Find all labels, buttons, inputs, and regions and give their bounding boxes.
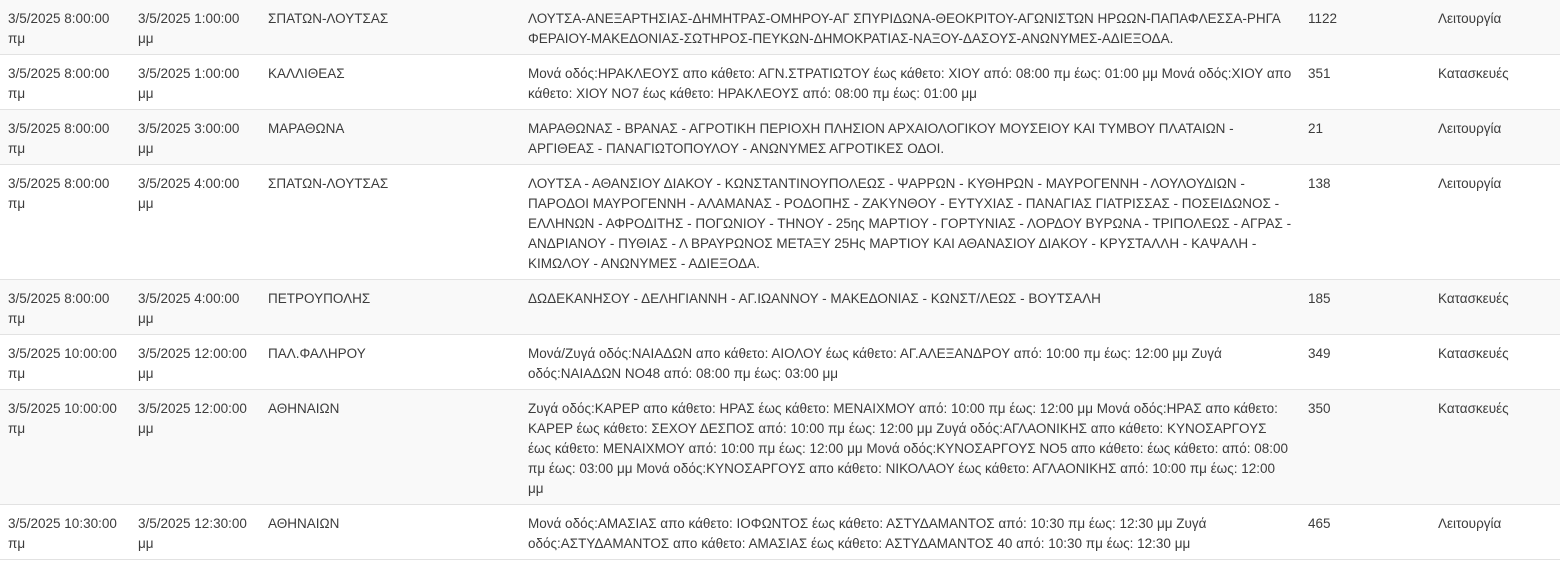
start-time-cell: 3/5/2025 8:00:00 πμ — [0, 55, 130, 110]
end-time-cell: 3/5/2025 1:00:00 μμ — [130, 0, 260, 55]
start-time-cell: 3/5/2025 8:00:00 πμ — [0, 280, 130, 335]
streets-cell: Μονά/Ζυγά οδός:ΝΑΙΑΔΩΝ απο κάθετο: ΑΙΟΛΟΥ έως κάθετο: ΑΓ.ΑΛΕΞΑΝΔΡΟΥ από: 10:00 πμ έως: 12:00 μμ Ζυγά οδός:ΝΑΙΑΔΩΝ ΝΟ48 από: 08:00 πμ έως: 03:00 μμ — [520, 335, 1300, 390]
number-cell: 21 — [1300, 110, 1430, 165]
type-cell: Λειτουργία — [1430, 110, 1560, 165]
end-time-cell: 3/5/2025 3:00:00 μμ — [130, 110, 260, 165]
number-cell: 349 — [1300, 335, 1430, 390]
type-cell: Κατασκευές — [1430, 390, 1560, 505]
streets-cell: ΔΩΔΕΚΑΝΗΣΟΥ - ΔΕΛΗΓΙΑΝΝΗ - ΑΓ.ΙΩΑΝΝΟΥ - ΜΑΚΕΔΟΝΙΑΣ - ΚΩΝΣΤ/ΛΕΩΣ - ΒΟΥΤΣΑΛΗ — [520, 280, 1300, 335]
area-cell: ΚΑΛΛΙΘΕΑΣ — [260, 55, 520, 110]
table-row — [0, 165, 1560, 280]
type-cell: Κατασκευές — [1430, 55, 1560, 110]
end-time-cell: 3/5/2025 4:00:00 μμ — [130, 280, 260, 335]
type-cell: Λειτουργία — [1430, 165, 1560, 280]
area-cell: ΑΘΗΝΑΙΩΝ — [260, 390, 520, 505]
end-time-cell: 3/5/2025 1:00:00 μμ — [130, 55, 260, 110]
start-time-cell: 3/5/2025 10:30:00 πμ — [0, 505, 130, 560]
table-row — [0, 505, 1560, 560]
area-cell: ΑΘΗΝΑΙΩΝ — [260, 505, 520, 560]
type-cell: Κατασκευές — [1430, 335, 1560, 390]
streets-cell: Μονά οδός:ΗΡΑΚΛΕΟΥΣ απο κάθετο: ΑΓΝ.ΣΤΡΑΤΙΩΤΟΥ έως κάθετο: ΧΙΟΥ από: 08:00 πμ έως: 01:00 μμ Μονά οδός:ΧΙΟΥ απο κάθετο: ΧΙΟΥ ΝΟ7 έως κάθετο: ΗΡΑΚΛΕΟΥΣ από: 08:00 πμ έως: 01:00 μμ — [520, 55, 1300, 110]
streets-cell: Ζυγά οδός:ΚΑΡΕΡ απο κάθετο: ΗΡΑΣ έως κάθετο: ΜΕΝΑΙΧΜΟΥ από: 10:00 πμ έως: 12:00 μμ Μονά οδός:ΗΡΑΣ απο κάθετο: ΚΑΡΕΡ έως κάθετο: ΣΕΧΟΥ ΔΕΣΠΟΣ από: 10:00 πμ έως: 12:00 μμ Ζυγά οδός:ΑΓΛΑΟΝΙΚΗΣ απο κάθετο: ΚΥΝΟΣΑΡΓΟΥΣ έως κάθετο: ΜΕΝΑΙΧΜΟΥ από: 10:00 πμ έως: 12:00 μμ Μονά οδός:ΚΥΝΟΣΑΡΓΟΥΣ ΝΟ5 απο κάθετο: έως κάθετο: από: 08:00 πμ έως: 03:00 μμ Μονά οδός:ΚΥΝΟΣΑΡΓΟΥΣ απο κάθετο: ΝΙΚΟΛΑΟΥ έως κάθετο: ΑΓΛΑΟΝΙΚΗΣ από: 10:00 πμ έως: 12:00 μμ — [520, 390, 1300, 505]
start-time-cell: 3/5/2025 8:00:00 πμ — [0, 165, 130, 280]
number-cell: 1122 — [1300, 0, 1430, 55]
table-row — [0, 110, 1560, 165]
table-row — [0, 280, 1560, 335]
streets-cell: ΛΟΥΤΣΑ - ΑΘΑΝΣΙΟΥ ΔΙΑΚΟΥ - ΚΩΝΣΤΑΝΤΙΝΟΥΠΟΛΕΩΣ - ΨΑΡΡΩΝ - ΚΥΘΗΡΩΝ - ΜΑΥΡΟΓΕΝΝΗ - ΛΟΥΛΟΥΔΙΩΝ - ΠΑΡΟΔΟΙ ΜΑΥΡΟΓΕΝΝΗ - ΑΛΑΜΑΝΑΣ - ΡΟΔΟΠΗΣ - ΖΑΚΥΝΘΟΥ - ΕΥΤΥΧΙΑΣ - ΠΑΝΑΓΙΑΣ ΓΙΑΤΡΙΣΣΑΣ - ΠΟΣΕΙΔΩΝΟΣ - ΕΛΛΗΝΩΝ - ΑΦΡΟΔΙΤΗΣ - ΠΟΓΩΝΙΟΥ - ΤΗΝΟΥ - 25ης ΜΑΡΤΙΟΥ - ΓΟΡΤΥΝΙΑΣ - ΛΟΡΔΟΥ ΒΥΡΩΝΑ - ΤΡΙΠΟΛΕΩΣ - ΑΓΡΑΣ - ΑΝΔΡΙΑΝΟΥ - ΠΥΘΙΑΣ - Λ ΒΡΑΥΡΩΝΟΣ ΜΕΤΑΞΥ 25Ης ΜΑΡΤΙΟΥ ΚΑΙ ΑΘΑΝΑΣΙΟΥ ΔΙΑΚΟΥ - ΚΡΥΣΤΑΛΛΗ - ΚΑΨΑΛΗ - ΚΙΜΩΛΟΥ - ΑΝΩΝΥΜΕΣ - ΑΔΙΕΞΟΔΑ. — [520, 165, 1300, 280]
end-time-cell: 3/5/2025 12:30:00 μμ — [130, 505, 260, 560]
area-cell: ΣΠΑΤΩΝ-ΛΟΥΤΣΑΣ — [260, 0, 520, 55]
area-cell: ΣΠΑΤΩΝ-ΛΟΥΤΣΑΣ — [260, 165, 520, 280]
number-cell: 350 — [1300, 390, 1430, 505]
streets-cell: ΜΑΡΑΘΩΝΑΣ - ΒΡΑΝΑΣ - ΑΓΡΟΤΙΚΗ ΠΕΡΙΟΧΗ ΠΛΗΣΙΟΝ ΑΡΧΑΙΟΛΟΓΙΚΟΥ ΜΟΥΣΕΙΟΥ ΚΑΙ ΤΥΜΒΟΥ ΠΛΑΤΑΙΩΝ - ΑΡΓΙΘΕΑΣ - ΠΑΝΑΓΙΩΤΟΠΟΥΛΟΥ - ΑΝΩΝΥΜΕΣ ΑΓΡΟΤΙΚΕΣ ΟΔΟΙ. — [520, 110, 1300, 165]
number-cell: 351 — [1300, 55, 1430, 110]
area-cell: ΠΕΤΡΟΥΠΟΛΗΣ — [260, 280, 520, 335]
table-row — [0, 55, 1560, 110]
type-cell: Λειτουργία — [1430, 0, 1560, 55]
streets-cell: ΛΟΥΤΣΑ-ΑΝΕΞΑΡΤΗΣΙΑΣ-ΔΗΜΗΤΡΑΣ-ΟΜΗΡΟΥ-ΑΓ ΣΠΥΡΙΔΩΝΑ-ΘΕΟΚΡΙΤΟΥ-ΑΓΩΝΙΣΤΩΝ ΗΡΩΩΝ-ΠΑΠΑΦΛΕΣΣΑ-ΡΗΓΑ ΦΕΡΑΙΟΥ-ΜΑΚΕΔΟΝΙΑΣ-ΣΩΤΗΡΟΣ-ΠΕΥΚΩΝ-ΔΗΜΟΚΡΑΤΙΑΣ-ΝΑΞΟΥ-ΔΑΣΟΥΣ-ΑΝΩΝΥΜΕΣ-ΑΔΙΕΞΟΔΑ. — [520, 0, 1300, 55]
table-row — [0, 335, 1560, 390]
type-cell: Λειτουργία — [1430, 505, 1560, 560]
area-cell: ΠΑΛ.ΦΑΛΗΡΟΥ — [260, 335, 520, 390]
table-row — [0, 0, 1560, 55]
start-time-cell: 3/5/2025 10:00:00 πμ — [0, 335, 130, 390]
area-cell: ΜΑΡΑΘΩΝΑ — [260, 110, 520, 165]
start-time-cell: 3/5/2025 8:00:00 πμ — [0, 0, 130, 55]
type-cell: Κατασκευές — [1430, 280, 1560, 335]
number-cell: 465 — [1300, 505, 1430, 560]
start-time-cell: 3/5/2025 10:00:00 πμ — [0, 390, 130, 505]
start-time-cell: 3/5/2025 8:00:00 πμ — [0, 110, 130, 165]
end-time-cell: 3/5/2025 12:00:00 μμ — [130, 390, 260, 505]
streets-cell: Μονά οδός:ΑΜΑΣΙΑΣ απο κάθετο: ΙΟΦΩΝΤΟΣ έως κάθετο: ΑΣΤΥΔΑΜΑΝΤΟΣ από: 10:30 πμ έως: 12:30 μμ Ζυγά οδός:ΑΣΤΥΔΑΜΑΝΤΟΣ απο κάθετο: ΑΜΑΣΙΑΣ έως κάθετο: ΑΣΤΥΔΑΜΑΝΤΟΣ 40 από: 10:30 πμ έως: 12:30 μμ — [520, 505, 1300, 560]
number-cell: 138 — [1300, 165, 1430, 280]
end-time-cell: 3/5/2025 12:00:00 μμ — [130, 335, 260, 390]
table-row — [0, 390, 1560, 505]
number-cell: 185 — [1300, 280, 1430, 335]
end-time-cell: 3/5/2025 4:00:00 μμ — [130, 165, 260, 280]
